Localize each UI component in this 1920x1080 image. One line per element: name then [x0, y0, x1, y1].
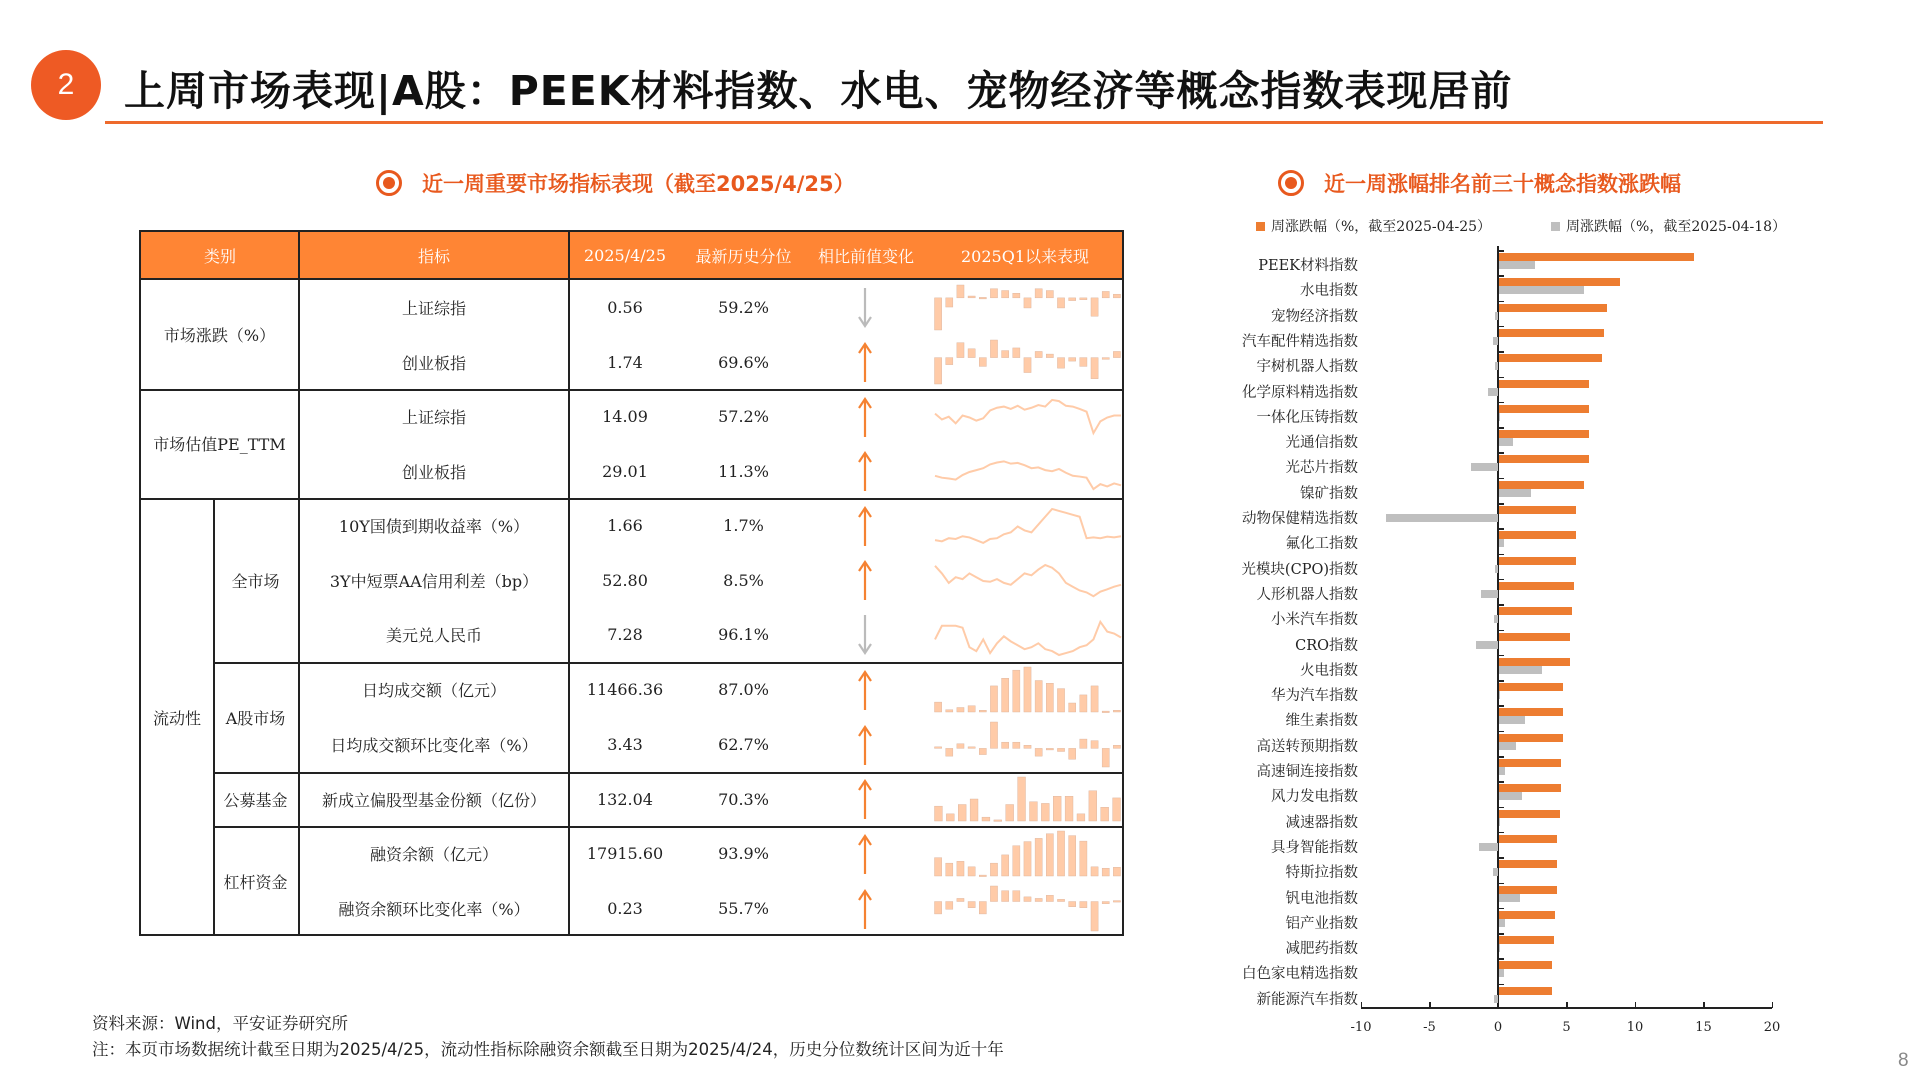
x-axis-tick-label: 15: [1695, 1020, 1712, 1035]
y-axis-tick: [1498, 933, 1504, 935]
indicator-value: 17915.60: [586, 844, 664, 863]
bar-previous-week: [1494, 995, 1498, 1003]
x-axis-tick-label: 0: [1493, 1020, 1503, 1035]
y-axis-tick: [1498, 832, 1504, 834]
sparkline-line-chart: [933, 447, 1123, 495]
bar-previous-week: [1499, 489, 1531, 497]
page-number: 8: [1898, 1050, 1909, 1071]
bar-current-week: [1499, 278, 1620, 286]
bar-current-week: [1499, 405, 1589, 413]
bar-current-week: [1499, 658, 1570, 666]
y-axis-tick: [1498, 807, 1504, 809]
category-label: 减速器指数: [1285, 814, 1358, 831]
bar-current-week: [1499, 304, 1607, 312]
category-market-change: 市场涨跌（%）: [163, 326, 276, 345]
category-label: 宠物经济指数: [1271, 308, 1358, 325]
arrow-up-icon: [857, 397, 873, 437]
category-label: 火电指数: [1300, 662, 1358, 679]
chart-legend: [1256, 216, 1786, 236]
bar-current-week: [1499, 557, 1576, 565]
bar-previous-week: [1476, 641, 1498, 649]
x-axis-tick: [1566, 1002, 1568, 1008]
category-label: 新能源汽车指数: [1256, 991, 1358, 1008]
legend-label-current: 周涨跌幅（%，截至2025-04-25）: [1271, 219, 1492, 235]
arrow-up-icon: [857, 342, 873, 382]
title-divider: [105, 121, 1823, 124]
x-axis-tick-label: 5: [1562, 1020, 1571, 1035]
bar-previous-week: [1499, 767, 1505, 775]
category-label: 水电指数: [1300, 283, 1358, 300]
y-axis-tick: [1498, 326, 1504, 328]
bar-current-week: [1499, 380, 1589, 388]
arrow-up-icon: [857, 834, 873, 874]
legend-item-previous: [1551, 216, 1786, 236]
x-axis-tick: [1703, 1002, 1705, 1008]
x-axis-tick-label: 10: [1626, 1020, 1644, 1035]
indicator-value: 132.04: [597, 789, 653, 809]
bar-current-week: [1499, 633, 1570, 641]
historical-percentile: 11.3%: [718, 461, 769, 481]
bar-current-week: [1499, 455, 1589, 463]
bar-previous-week: [1495, 565, 1498, 573]
bar-current-week: [1499, 430, 1589, 438]
section-number-badge: 2: [31, 50, 101, 120]
market-indicators-table: [139, 230, 1124, 936]
legend-item-current: [1256, 216, 1491, 236]
bar-current-week: [1499, 683, 1563, 691]
y-axis-tick: [1498, 427, 1504, 429]
sparkline-line-chart: [933, 610, 1123, 659]
table-header: [141, 232, 1122, 280]
y-axis-tick: [1498, 630, 1504, 632]
bar-current-week: [1499, 860, 1557, 868]
indicator-name: 日均成交额（亿元）: [361, 681, 506, 700]
category-label: 人形机器人指数: [1256, 586, 1358, 603]
arrow-up-icon: [857, 725, 873, 765]
bar-previous-week: [1499, 286, 1584, 294]
sparkline-bar-chart: [933, 283, 1123, 332]
bar-previous-week: [1499, 919, 1505, 927]
bar-current-week: [1499, 936, 1554, 944]
y-axis-tick: [1498, 275, 1504, 277]
indicator-name: 创业板指: [401, 462, 466, 482]
y-axis-tick: [1498, 402, 1504, 404]
sparkline-line-chart: [933, 556, 1123, 604]
y-axis-tick: [1498, 655, 1504, 657]
category-label: 风力发电指数: [1271, 789, 1358, 806]
bar-previous-week: [1499, 894, 1520, 902]
bar-previous-week: [1499, 539, 1504, 547]
subcategory-leverage: 杠杆资金: [223, 872, 288, 892]
x-axis-tick-label: -5: [1423, 1020, 1436, 1035]
bar-previous-week: [1499, 969, 1504, 977]
bar-previous-week: [1495, 362, 1498, 370]
sparkline-bar-chart: [933, 775, 1123, 823]
right-section-title-text: 近一周涨幅排名前三十概念指数涨跌幅: [1324, 172, 1681, 196]
bar-previous-week: [1495, 312, 1498, 320]
col-header-change: 相比前值变化: [817, 246, 914, 266]
indicator-name: 美元兑人民币: [385, 626, 482, 645]
sparkline-bar-chart: [933, 665, 1123, 714]
y-axis-tick: [1498, 883, 1504, 885]
source-note: 资料来源：Wind，平安证券研究所: [92, 1014, 348, 1033]
category-label: 动物保健精选指数: [1242, 511, 1358, 527]
x-axis-tick: [1635, 1002, 1637, 1008]
bar-previous-week: [1471, 463, 1498, 471]
indicator-name: 融资余额环比变化率（%）: [338, 900, 530, 919]
bar-previous-week: [1499, 792, 1522, 800]
y-axis-tick: [1498, 351, 1504, 353]
col-header-indicator: 指标: [417, 246, 450, 266]
x-axis-tick: [1772, 1002, 1774, 1008]
bar-previous-week: [1493, 868, 1498, 876]
subcategory-a-share: A股市场: [225, 708, 286, 728]
category-label: 小米汽车指数: [1271, 612, 1358, 629]
col-header-date-value: 2025/4/25: [583, 245, 667, 265]
right-section-title: [1278, 168, 1681, 198]
bar-current-week: [1499, 607, 1572, 615]
bar-current-week: [1499, 784, 1561, 792]
category-label: 镍矿指数: [1300, 485, 1358, 502]
x-axis-tick: [1498, 1002, 1500, 1008]
bar-previous-week: [1499, 438, 1513, 446]
bar-current-week: [1499, 481, 1584, 489]
category-label: 特斯拉指数: [1285, 865, 1358, 882]
bar-current-week: [1499, 506, 1576, 514]
category-label: 华为汽车指数: [1271, 688, 1358, 705]
bar-current-week: [1499, 759, 1561, 767]
header-divider: [568, 232, 570, 278]
category-label: 具身智能指数: [1271, 839, 1358, 856]
bar-previous-week: [1488, 388, 1498, 396]
y-axis-tick: [1498, 705, 1504, 707]
indicator-name: 融资余额（亿元）: [369, 845, 498, 864]
y-axis-tick: [1498, 452, 1504, 454]
historical-percentile: 87.0%: [718, 680, 769, 699]
bar-current-week: [1499, 354, 1602, 362]
col-header-trend: 2025Q1以来表现: [960, 246, 1090, 266]
col-header-category: 类别: [203, 246, 236, 266]
indicator-name: 日均成交额环比变化率（%）: [330, 736, 538, 755]
bar-current-week: [1499, 835, 1557, 843]
left-section-title: [376, 168, 855, 198]
indicator-value: 3.43: [607, 735, 643, 754]
category-label: 光通信指数: [1285, 435, 1358, 452]
historical-percentile: 55.7%: [718, 899, 769, 918]
bar-previous-week: [1499, 818, 1500, 826]
bar-previous-week: [1499, 691, 1500, 699]
category-label: 白色家电精选指数: [1242, 966, 1358, 983]
legend-swatch-gray: [1551, 222, 1560, 231]
y-axis-tick: [1498, 731, 1504, 733]
arrow-up-icon: [857, 451, 873, 491]
y-axis-tick: [1498, 857, 1504, 859]
category-label: 化学原料精选指数: [1242, 384, 1358, 401]
indicator-value: 29.01: [602, 461, 648, 481]
y-axis-tick: [1498, 781, 1504, 783]
bar-current-week: [1499, 329, 1604, 337]
historical-percentile: 93.9%: [718, 844, 769, 863]
y-axis-tick: [1498, 680, 1504, 682]
bar-current-week: [1499, 810, 1560, 818]
bar-current-week: [1499, 582, 1574, 590]
indicator-value: 11466.36: [586, 680, 664, 699]
bar-previous-week: [1479, 843, 1498, 851]
category-label: PEEK材料指数: [1258, 258, 1358, 274]
indicator-value: 7.28: [607, 625, 643, 644]
col-header-percentile: 最新历史分位: [695, 246, 792, 266]
bar-previous-week: [1499, 742, 1516, 750]
category-label: 钒电池指数: [1285, 890, 1358, 907]
target-bullet-icon: [1278, 170, 1304, 196]
category-label: 铝产业指数: [1285, 915, 1358, 932]
y-axis-tick: [1498, 554, 1504, 556]
x-axis-tick-label: 20: [1763, 1020, 1781, 1035]
sparkline-line-chart: [933, 392, 1123, 441]
bar-previous-week: [1499, 413, 1500, 421]
historical-percentile: 8.5%: [723, 570, 764, 590]
subcategory-all-market: 全市场: [231, 571, 280, 591]
category-label: 光芯片指数: [1285, 460, 1358, 477]
bar-previous-week: [1494, 615, 1498, 623]
category-label: 维生素指数: [1285, 713, 1358, 730]
bar-previous-week: [1481, 590, 1498, 598]
y-axis-tick: [1498, 377, 1504, 379]
y-axis-tick: [1498, 908, 1504, 910]
historical-percentile: 59.2%: [718, 298, 769, 317]
category-label: CRO指数: [1295, 637, 1358, 654]
x-axis-tick: [1429, 1002, 1431, 1008]
bar-current-week: [1499, 987, 1552, 995]
category-liquidity: 流动性: [152, 708, 201, 728]
bar-current-week: [1499, 734, 1563, 742]
y-axis-tick: [1498, 503, 1504, 505]
header-divider: [298, 232, 300, 278]
category-label: 一体化压铸指数: [1256, 409, 1358, 426]
indicator-value: 14.09: [602, 407, 648, 426]
indicator-name: 上证综指: [401, 299, 466, 318]
indicator-value: 1.74: [607, 352, 643, 372]
sparkline-bar-chart: [933, 829, 1123, 878]
bar-current-week: [1499, 708, 1563, 716]
indicator-name: 上证综指: [401, 408, 466, 427]
arrow-up-icon: [857, 670, 873, 710]
indicator-name: 新成立偏股型基金份额（亿份）: [321, 790, 546, 810]
sparkline-bar-chart: [933, 338, 1123, 386]
footnote: 注：本页市场数据统计截至日期为2025/4/25，流动性指标除融资余额截至日期为2025/4/24，历史分位数统计区间为近十年: [92, 1040, 1004, 1059]
bar-previous-week: [1499, 261, 1535, 269]
bar-current-week: [1499, 961, 1552, 969]
indicator-value: 52.80: [602, 570, 648, 590]
y-axis-tick: [1498, 984, 1504, 986]
sparkline-bar-chart: [933, 720, 1123, 769]
y-axis-tick: [1498, 301, 1504, 303]
bar-previous-week: [1499, 666, 1542, 674]
legend-swatch-orange: [1256, 222, 1265, 231]
y-axis-tick: [1498, 528, 1504, 530]
indicator-value: 0.23: [607, 899, 643, 918]
indicator-name: 3Y中短票AA信用利差（bp）: [329, 571, 539, 591]
historical-percentile: 62.7%: [718, 735, 769, 754]
arrow-down-icon: [857, 288, 873, 328]
x-axis-tick-label: -10: [1350, 1020, 1372, 1035]
indicator-value: 1.66: [607, 516, 643, 535]
y-axis-tick: [1498, 579, 1504, 581]
y-axis-tick: [1498, 958, 1504, 960]
historical-percentile: 96.1%: [718, 625, 769, 644]
historical-percentile: 57.2%: [718, 407, 769, 426]
bar-current-week: [1499, 531, 1576, 539]
bar-previous-week: [1386, 514, 1498, 522]
bar-previous-week: [1493, 337, 1498, 345]
y-axis-tick: [1498, 756, 1504, 758]
indicator-name: 创业板指: [401, 353, 466, 373]
y-axis-tick: [1498, 250, 1504, 252]
historical-percentile: 69.6%: [718, 352, 769, 372]
bar-previous-week: [1499, 944, 1500, 952]
subcategory-public-fund: 公募基金: [223, 790, 288, 810]
indicator-value: 0.56: [607, 298, 643, 317]
category-valuation: 市场估值PE_TTM: [153, 435, 286, 454]
indicator-name: 10Y国债到期收益率（%）: [338, 517, 530, 536]
page-title: 上周市场表现|A股：PEEK材料指数、水电、宠物经济等概念指数表现居前: [124, 67, 1513, 115]
category-label: 氟化工指数: [1285, 536, 1358, 553]
historical-percentile: 1.7%: [723, 516, 764, 535]
historical-percentile: 70.3%: [718, 789, 769, 809]
left-section-title-text: 近一周重要市场指标表现（截至2025/4/25）: [422, 172, 855, 196]
arrow-down-icon: [857, 615, 873, 655]
sparkline-bar-chart: [933, 884, 1123, 933]
arrow-up-icon: [857, 560, 873, 600]
sparkline-line-chart: [933, 501, 1123, 550]
bar-current-week: [1499, 911, 1555, 919]
target-bullet-icon: [376, 170, 402, 196]
category-label: 宇树机器人指数: [1256, 359, 1358, 376]
category-label: 高速铜连接指数: [1256, 764, 1358, 780]
arrow-up-icon: [857, 889, 873, 929]
legend-label-previous: 周涨跌幅（%，截至2025-04-18）: [1566, 219, 1787, 235]
x-axis-tick: [1361, 1002, 1363, 1008]
category-label: 高送转预期指数: [1256, 738, 1358, 755]
y-axis-tick: [1498, 478, 1504, 480]
category-label: 汽车配件精选指数: [1242, 333, 1358, 350]
category-label: 光模块(CPO)指数: [1241, 561, 1358, 578]
bar-current-week: [1499, 886, 1557, 894]
bar-previous-week: [1499, 716, 1525, 724]
y-axis-tick: [1498, 604, 1504, 606]
arrow-up-icon: [857, 506, 873, 546]
arrow-up-icon: [857, 779, 873, 819]
category-label: 减肥药指数: [1285, 941, 1358, 958]
bar-current-week: [1499, 253, 1694, 261]
